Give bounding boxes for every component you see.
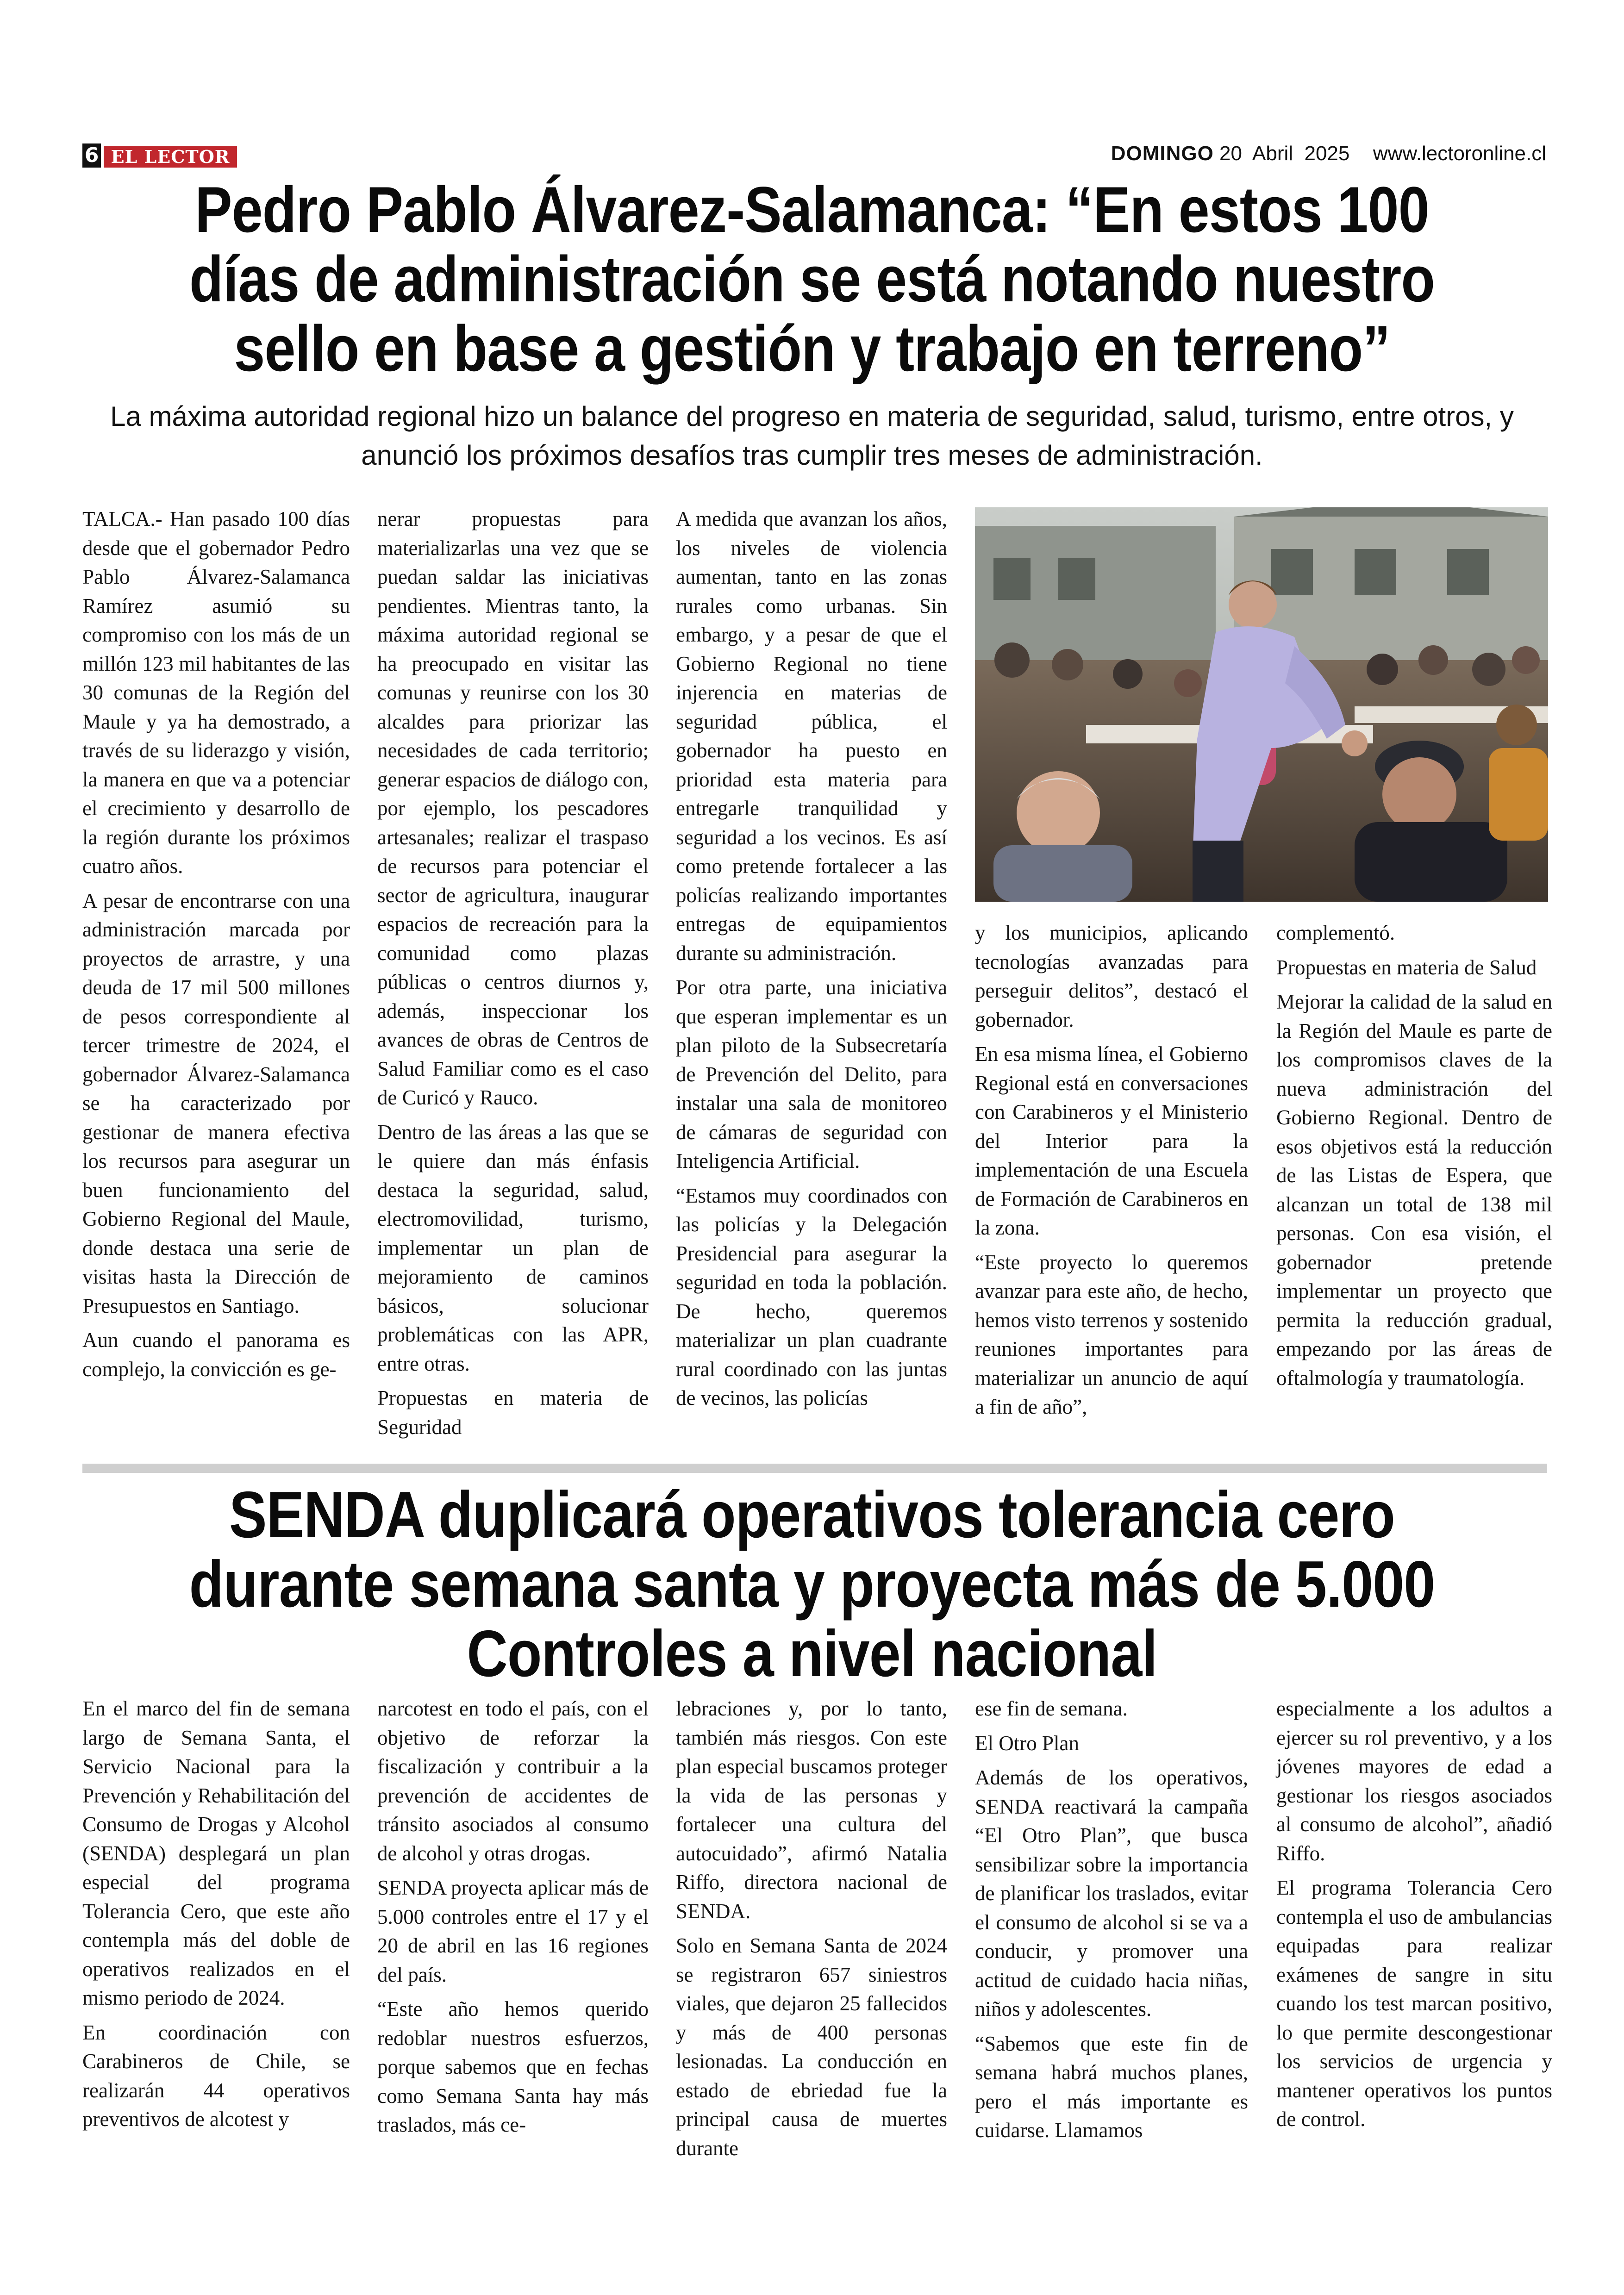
weekday: DOMINGO xyxy=(1111,142,1214,165)
paragraph: “Este año hemos querido redoblar nuestros esfuerzos, porque sabemos que en fechas como Semana Santa hay más traslados, más ce- xyxy=(377,1997,649,2136)
paragraph: “Sabemos que este fin de semana habrá muchos planes, pero el más importante es cuidarse. Llamamos xyxy=(975,2032,1248,2142)
issue-date: 20 Abril 2025 xyxy=(1219,142,1350,165)
paragraph: El programa Tolerancia Cero contempla el uso de ambulancias equipadas para realizar exámenes de sangre in situ cuando los test marcan positivo, lo que permite descongestionar los servicios de urgencia y mantener operativos los puntos de control. xyxy=(1276,1876,1552,2131)
article1-column-1 xyxy=(82,505,350,1384)
paragraph: “Estamos muy coordinados con las policías y la Delegación Presidencial para asegurar la seguridad en toda la población. De hecho, queremos materializar un plan cuadrante rural coordinado con las juntas de vecinos, las policías xyxy=(676,1184,947,1409)
article2-column-1 xyxy=(82,1694,350,2134)
paragraph: En coordinación con Carabineros de Chile, se realizarán 44 operativos preventivos de alcotest y xyxy=(82,2021,350,2131)
article2-column-3 xyxy=(676,1694,947,2163)
subheading-health: Propuestas en materia de Salud xyxy=(1276,955,1537,979)
article2-column-4 xyxy=(975,1694,1248,2145)
paragraph: complementó. xyxy=(1276,921,1395,944)
paragraph: En el marco del fin de semana largo de Semana Santa, el Servicio Nacional para la Prevención y Rehabilitación del Consumo de Drogas y Alcohol (SENDA) desplegará un plan especial del programa Tolerancia Cero, que este año contempla más del doble de operativos realizados en el mismo periodo de 2024. xyxy=(82,1697,350,2009)
paragraph: Además de los operativos, SENDA reactivará la campaña “El Otro Plan”, que busca sensibilizar sobre la importancia de planificar los traslados, evitar el consumo de alcohol si se va a conducir, y promover una actitud de cuidado hacia niñas, niños y adolescentes. xyxy=(975,1766,1248,2021)
article2-column-5 xyxy=(1276,1694,1552,2134)
subheading-el-otro-plan: El Otro Plan xyxy=(975,1731,1079,1755)
paragraph: Aun cuando el panorama es complejo, la convicción es ge- xyxy=(82,1328,350,1381)
paragraph: especialmente a los adultos a ejercer su rol preventivo, y a los jóvenes mayores de edad a gestionar los riesgos asociados al consumo de alcohol”, añadió Riffo. xyxy=(1276,1697,1552,1865)
article1-headline: Pedro Pablo Álvarez-Salamanca: “En estos 100 días de administración se está notando nuestro sello en base a gestión y trabajo en terreno” xyxy=(189,173,1435,385)
paragraph: ese fin de semana. xyxy=(975,1697,1128,1720)
article2-headline: SENDA duplicará operativos tolerancia cero durante semana santa y proyecta más de 5.000 Controles a nivel nacional xyxy=(189,1478,1435,1690)
paragraph: narcotest en todo el país, con el objetivo de reforzar la fiscalización y contribuir a la prevención de accidentes de tránsito asociados al consumo de alcohol y otras drogas. xyxy=(377,1697,649,1865)
paragraph: y los municipios, aplicando tecnologías avanzadas para perseguir delitos”, destacó el gobernador. xyxy=(975,921,1248,1031)
section-divider xyxy=(82,1464,1547,1473)
paragraph: Por otra parte, una iniciativa que esperan implementar es un plan piloto de la Subsecretaría de Prevención del Delito, para instalar una sala de monitoreo de cámaras de seguridad con Inteligencia Artificial. xyxy=(676,976,947,1172)
website-link[interactable]: www.lectoronline.cl xyxy=(1373,142,1546,165)
paragraph: A pesar de encontrarse con una administración marcada por proyectos de arrastre, y una deuda de 17 mil 500 millones de pesos correspondiente al tercer trimestre de 2024, el gobernador Álvarez-Salamanca se ha caracterizado por gestionar de manera efectiva los recursos para asegurar un buen funcionamiento del Gobierno Regional del Maule, donde destaca una serie de visitas hasta la Dirección de Presupuestos en Santiago. xyxy=(82,889,350,1317)
subheading-security: Propuestas en materia de Seguridad xyxy=(377,1386,649,1439)
paragraph: “Este proyecto lo queremos avanzar para este año, de hecho, hemos visto terrenos y sostenido reuniones importantes para materializar un anuncio de aquí a fin de año”, xyxy=(975,1250,1248,1418)
page-number: 6 xyxy=(82,143,101,168)
governor-greeting-photo xyxy=(975,507,1548,902)
article1-deck: La máxima autoridad regional hizo un balance del progreso en materia de seguridad, salud, turismo, entre otros, y anunció los próximos desafíos tras cumplir tres meses de administración. xyxy=(110,401,1514,471)
publication-logo: EL LECTOR xyxy=(104,146,237,168)
article1-column-4 xyxy=(975,918,1248,1422)
paragraph: lebraciones y, por lo tanto, también más riesgos. Con este plan especial buscamos proteger la vida de las personas y fortalecer una cultura del autocuidado”, afirmó Natalia Riffo, directora nacional de SENDA. xyxy=(676,1697,947,1923)
paragraph: TALCA.- Han pasado 100 días desde que el gobernador Pedro Pablo Álvarez-Salamanca Ramírez asumió su compromiso con los más de un millón 123 mil habitantes de las 30 comunas de la Región del Maule y ya ha demostrado, a través de su liderazgo y visión, la manera en que va a potenciar el crecimiento y desarrollo de la región durante los próximos cuatro años. xyxy=(82,507,350,878)
paragraph: SENDA proyecta aplicar más de 5.000 controles entre el 17 y el 20 de abril en las 16 regiones del país. xyxy=(377,1876,649,1986)
paragraph: Solo en Semana Santa de 2024 se registraron 657 siniestros viales, que dejaron 25 fallecidos y más de 400 personas lesionadas. La conducción en estado de ebriedad fue la principal causa de muertes durante xyxy=(676,1934,947,2160)
article2-column-2 xyxy=(377,1694,649,2139)
paragraph: Dentro de las áreas a las que se le quiere dan más énfasis destaca la seguridad, salud, electromovilidad, turismo, implementar un plan de mejoramiento de caminos básicos, solucionar problemáticas con las APR, entre otras. xyxy=(377,1120,649,1375)
paragraph: Mejorar la calidad de la salud en la Región del Maule es parte de los compromisos claves de la nueva administración del Gobierno Regional. Dentro de esos objetivos está la reducción de las Listas de Espera, que alcanzan un total de 138 mil personas. Con esa visión, el gobernador pretende implementar un proyecto que permita la reducción gradual, empezando por las áreas de oftalmología y traumatología. xyxy=(1276,990,1552,1390)
paragraph: nerar propuestas para materializarlas una vez que se puedan saldar las iniciativas pendientes. Mientras tanto, la máxima autoridad regional se ha preocupado en visitar las comunas y reunirse con los 30 alcaldes para priorizar las necesidades de cada territorio; generar espacios de diálogo con, por ejemplo, los pescadores artesanales; realizar el traspaso de recursos para potenciar el sector de agricultura, inaugurar espacios de recreación para la comunidad como plazas públicas o centros diurnos y, además, inspeccionar los avances de obras de Centros de Salud Familiar como es el caso de Curicó y Rauco. xyxy=(377,507,649,1109)
article1-column-2 xyxy=(377,505,649,1441)
article1-column-3 xyxy=(676,505,947,1413)
paragraph: A medida que avanzan los años, los niveles de violencia aumentan, tanto en las zonas rurales como urbanas. Sin embargo, y a pesar de que el Gobierno Regional no tiene injerencia en materias de seguridad pública, el gobernador ha puesto en prioridad esta materia para entregarle tranquilidad y seguridad a los vecinos. Es así como pretende fortalecer a las policías realizando importantes entregas de equipamientos durante su administración. xyxy=(676,507,947,965)
paragraph: En esa misma línea, el Gobierno Regional está en conversaciones con Carabineros y el Ministerio del Interior para la implementación de una Escuela de Formación de Carabineros en la zona. xyxy=(975,1042,1248,1239)
dateline xyxy=(1111,139,1546,168)
article1-column-5 xyxy=(1276,918,1552,1392)
